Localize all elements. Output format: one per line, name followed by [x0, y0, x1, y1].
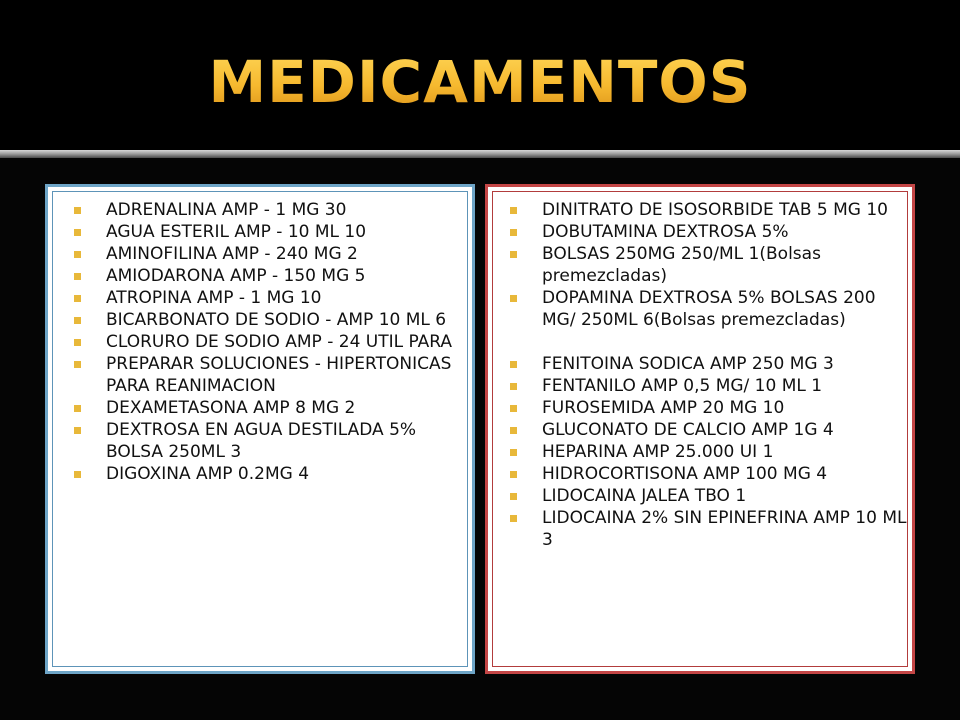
list-item [72, 221, 462, 243]
list-item [508, 419, 908, 441]
square-bullet-icon [510, 493, 517, 500]
square-bullet-icon [510, 361, 517, 368]
square-bullet-icon [74, 427, 81, 434]
square-bullet-icon [74, 317, 81, 324]
list-item-text: LIDOCAINA JALEA TBO 1 [542, 486, 747, 506]
slide-content [0, 158, 960, 720]
square-bullet-icon [74, 251, 81, 258]
right-panel [485, 184, 915, 674]
square-bullet-icon [510, 471, 517, 478]
list-item [508, 353, 908, 375]
list-item-text: AMINOFILINA AMP - 240 MG 2 [106, 244, 358, 264]
list-item [508, 221, 908, 243]
square-bullet-icon [74, 273, 81, 280]
list-item-text: DOPAMINA DEXTROSA 5% BOLSAS 200 MG/ 250ML 6(Bolsas premezcladas) [542, 288, 876, 330]
list-item-text: CLORURO DE SODIO AMP - 24 UTIL PARA [106, 332, 453, 352]
list-item [72, 199, 462, 221]
square-bullet-icon [74, 361, 81, 368]
list-item-text: AMIODARONA AMP - 150 MG 5 [106, 266, 366, 286]
list-item [508, 463, 908, 485]
list-item [72, 419, 462, 463]
list-item-text: ADRENALINA AMP - 1 MG 30 [106, 200, 347, 220]
list-item-text: LIDOCAINA 2% SIN EPINEFRINA AMP 10 ML 3 [542, 508, 907, 550]
list-item [508, 441, 908, 463]
right-medication-list [508, 199, 908, 551]
header-divider [0, 150, 960, 158]
list-item [72, 309, 462, 331]
list-item-text: HIDROCORTISONA AMP 100 MG 4 [542, 464, 828, 484]
list-item [508, 397, 908, 419]
list-item-text: HEPARINA AMP 25.000 UI 1 [542, 442, 774, 462]
list-item-text: DEXAMETASONA AMP 8 MG 2 [106, 398, 356, 418]
square-bullet-icon [510, 449, 517, 456]
list-item-text: FENITOINA SODICA AMP 250 MG 3 [542, 354, 834, 374]
list-item-text: GLUCONATO DE CALCIO AMP 1G 4 [542, 420, 834, 440]
list-item [72, 265, 462, 287]
list-item [72, 331, 462, 353]
list-item-text: DEXTROSA EN AGUA DESTILADA 5% BOLSA 250ML 3 [106, 420, 417, 462]
list-item [72, 243, 462, 265]
square-bullet-icon [510, 515, 517, 522]
list-item-text: DIGOXINA AMP 0.2MG 4 [106, 464, 310, 484]
square-bullet-icon [510, 383, 517, 390]
list-item-text: ATROPINA AMP - 1 MG 10 [106, 288, 322, 308]
list-item-text: PREPARAR SOLUCIONES - HIPERTONICAS PARA REANIMACION [106, 354, 452, 396]
list-item-text: DOBUTAMINA DEXTROSA 5% [542, 222, 789, 242]
list-item-text: FENTANILO AMP 0,5 MG/ 10 ML 1 [542, 376, 823, 396]
list-item-text: FUROSEMIDA AMP 20 MG 10 [542, 398, 785, 418]
list-item [72, 397, 462, 419]
list-item-text: AGUA ESTERIL AMP - 10 ML 10 [106, 222, 367, 242]
list-item [508, 199, 908, 221]
title-bar [0, 0, 960, 150]
square-bullet-icon [510, 251, 517, 258]
square-bullet-icon [74, 229, 81, 236]
list-item [72, 287, 462, 309]
square-bullet-icon [510, 405, 517, 412]
page-title: MEDICAMENTOS [0, 46, 960, 118]
list-item-text: DINITRATO DE ISOSORBIDE TAB 5 MG 10 [542, 200, 888, 220]
square-bullet-icon [74, 405, 81, 412]
list-item [508, 287, 908, 331]
list-item [72, 463, 462, 485]
square-bullet-icon [74, 471, 81, 478]
list-item [508, 485, 908, 507]
square-bullet-icon [510, 427, 517, 434]
left-panel [45, 184, 475, 674]
list-item-text: BOLSAS 250MG 250/ML 1(Bolsas premezcladas) [542, 244, 821, 286]
square-bullet-icon [74, 295, 81, 302]
list-item [508, 507, 908, 551]
square-bullet-icon [510, 295, 517, 302]
square-bullet-icon [74, 339, 81, 346]
list-item [508, 375, 908, 397]
left-medication-list [72, 199, 462, 485]
square-bullet-icon [74, 207, 81, 214]
square-bullet-icon [510, 207, 517, 214]
list-item [72, 353, 462, 397]
list-item [508, 243, 908, 287]
square-bullet-icon [510, 229, 517, 236]
list-item-text: BICARBONATO DE SODIO - AMP 10 ML 6 [106, 310, 447, 330]
